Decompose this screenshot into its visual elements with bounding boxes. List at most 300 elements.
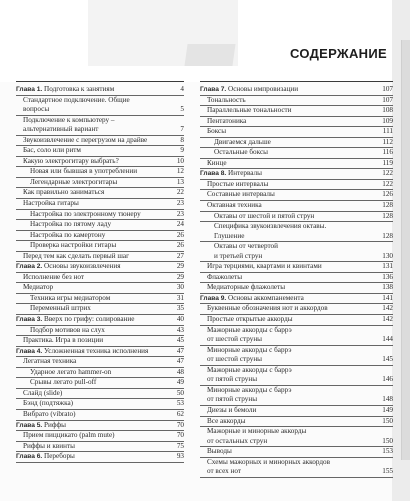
toc-entry-title bbox=[207, 201, 262, 211]
entry-text: Новая или бывшая в употреблении bbox=[30, 167, 138, 176]
toc-entry[interactable] bbox=[200, 315, 393, 326]
toc-entry-title bbox=[16, 315, 134, 325]
toc-entry[interactable] bbox=[16, 431, 184, 442]
toc-entry[interactable] bbox=[200, 326, 393, 336]
toc-entry[interactable] bbox=[200, 447, 393, 458]
toc-entry[interactable] bbox=[200, 201, 393, 212]
entry-text: Глушение bbox=[214, 231, 245, 240]
page-number: 122 bbox=[382, 179, 393, 188]
toc-entry[interactable] bbox=[200, 148, 393, 159]
entry-text: от остальных струн bbox=[207, 436, 268, 445]
page-number: 45 bbox=[176, 336, 184, 345]
entry-text: вопросы bbox=[23, 105, 50, 114]
toc-entry[interactable] bbox=[16, 389, 184, 400]
toc-entry-title bbox=[23, 146, 81, 156]
entry-text: Легатная техника bbox=[23, 357, 77, 366]
toc-entry-title bbox=[23, 283, 53, 293]
page-number: 122 bbox=[382, 169, 393, 178]
toc-entry-title bbox=[207, 96, 246, 106]
entry-text: Тональность bbox=[207, 95, 246, 104]
toc-entry[interactable] bbox=[16, 188, 184, 199]
toc-entry-title bbox=[207, 315, 293, 325]
page-number: 27 bbox=[176, 251, 184, 260]
toc-entry-title bbox=[207, 262, 322, 272]
entry-text: от пятой струны bbox=[207, 375, 258, 384]
chapter-label: Глава 4. bbox=[16, 347, 43, 355]
entry-text: Прием пиццикато (palm mute) bbox=[23, 431, 115, 440]
toc-entry-title bbox=[23, 136, 147, 146]
toc-entry[interactable] bbox=[200, 467, 393, 478]
page-number: 30 bbox=[176, 283, 184, 292]
page-number: 136 bbox=[382, 272, 393, 281]
toc-entry[interactable] bbox=[200, 406, 393, 417]
entry-text: Октавная техника bbox=[207, 201, 262, 210]
entry-text: Слайд (slide) bbox=[23, 388, 63, 397]
page-number: 128 bbox=[382, 231, 393, 240]
toc-entry-title bbox=[23, 252, 129, 262]
toc-entry-title bbox=[207, 304, 328, 314]
toc-entry[interactable] bbox=[16, 452, 184, 463]
entry-text: Кинце bbox=[207, 158, 227, 167]
toc-entry[interactable] bbox=[16, 357, 184, 368]
toc-entry[interactable] bbox=[16, 294, 184, 305]
toc-entry-title bbox=[30, 167, 137, 177]
toc-entry[interactable] bbox=[200, 335, 393, 346]
chapter-label: Глава 7. bbox=[200, 86, 227, 93]
toc-entry-title bbox=[207, 127, 226, 137]
entry-text: Настройка по пятому ладу bbox=[30, 220, 112, 229]
chapter-label: Глава 6. bbox=[16, 453, 43, 461]
toc-entry[interactable] bbox=[200, 417, 393, 428]
toc-entry[interactable] bbox=[200, 437, 393, 448]
toc-entry-title bbox=[23, 116, 115, 126]
entry-text: Параллельные тональности bbox=[207, 106, 292, 115]
toc-entry-title bbox=[207, 106, 292, 116]
page-number: 116 bbox=[382, 148, 393, 157]
toc-entry[interactable] bbox=[16, 220, 184, 231]
chapter-label: Глава 2. bbox=[16, 263, 43, 271]
toc-entry[interactable] bbox=[200, 127, 393, 138]
toc-entry[interactable] bbox=[200, 262, 393, 273]
toc-entry-title bbox=[207, 326, 292, 336]
page-number: 155 bbox=[382, 467, 393, 476]
page-number: 108 bbox=[382, 106, 393, 115]
page-number: 26 bbox=[176, 241, 184, 250]
toc-entry-title bbox=[207, 190, 275, 200]
entry-text: Игра терциями, квартами и квинтами bbox=[207, 262, 322, 271]
page-number: 31 bbox=[176, 293, 184, 302]
toc-entry-title bbox=[207, 366, 292, 376]
toc-entry-title bbox=[207, 346, 291, 356]
page-number: 149 bbox=[382, 405, 393, 414]
entry-text: Остальные боксы bbox=[214, 148, 268, 157]
toc-entry[interactable] bbox=[16, 347, 184, 358]
entry-text: от шестой струны bbox=[207, 335, 263, 344]
toc-entry-title bbox=[23, 357, 76, 367]
entry-text: Вверх по грифу: солирование bbox=[44, 315, 135, 324]
entry-text: Простые интервалы bbox=[207, 179, 269, 188]
toc-entry-title bbox=[30, 178, 117, 188]
toc-entry[interactable] bbox=[16, 315, 184, 326]
entry-text: Все аккорды bbox=[207, 416, 246, 425]
entry-text: Настройка по электронному тюнеру bbox=[30, 209, 141, 218]
page-number: 23 bbox=[176, 199, 184, 208]
entry-text: Минорные аккорды с баррэ bbox=[207, 385, 292, 394]
entry-text: Риффы bbox=[44, 420, 66, 429]
page-number: 47 bbox=[176, 357, 184, 366]
page-number: 26 bbox=[176, 230, 184, 239]
entry-text: Перед тем как сделать первый шаг bbox=[23, 251, 130, 260]
toc-entry-title bbox=[207, 273, 242, 283]
toc-entry-title bbox=[207, 283, 285, 293]
toc-entry[interactable] bbox=[16, 210, 184, 221]
entry-text: Какую электрогитару выбрать? bbox=[23, 156, 119, 165]
column-rule-left bbox=[16, 81, 184, 82]
page-number: 4 bbox=[180, 85, 184, 93]
toc-entry-title bbox=[207, 458, 330, 468]
entry-text: Стандартное подключение. Общие bbox=[23, 95, 130, 104]
toc-entry-title bbox=[207, 467, 241, 477]
entry-text: Схемы мажорных и минорных аккордов bbox=[207, 457, 330, 466]
page-number: 93 bbox=[176, 452, 184, 461]
toc-entry[interactable] bbox=[200, 212, 393, 223]
toc-entry[interactable] bbox=[200, 169, 393, 180]
page-number: 126 bbox=[382, 190, 393, 199]
toc-entry[interactable] bbox=[200, 273, 393, 284]
toc-entry[interactable] bbox=[200, 346, 393, 356]
page-number: 47 bbox=[176, 346, 184, 355]
page-number: 112 bbox=[382, 137, 393, 146]
toc-entry-title bbox=[207, 447, 232, 457]
toc-entry[interactable] bbox=[200, 159, 393, 170]
entry-text: от пятой струны bbox=[207, 395, 258, 404]
entry-text: Подготовка к занятиям bbox=[44, 85, 115, 93]
toc-entry[interactable] bbox=[200, 232, 393, 243]
toc-entry[interactable] bbox=[200, 427, 393, 437]
toc-entry[interactable] bbox=[200, 252, 393, 263]
toc-entry[interactable] bbox=[16, 442, 184, 453]
toc-entry-title bbox=[207, 406, 256, 416]
page-number: 40 bbox=[176, 315, 184, 324]
page-number: 109 bbox=[382, 116, 393, 125]
toc-entry-title bbox=[214, 242, 278, 252]
toc-entry[interactable] bbox=[16, 178, 184, 189]
toc-entry-title bbox=[207, 395, 257, 405]
entry-text: Подбор мотивов на слух bbox=[30, 325, 105, 334]
toc-entry[interactable] bbox=[200, 96, 393, 107]
entry-text: Медиатор bbox=[23, 283, 54, 292]
page-number: 62 bbox=[176, 409, 184, 418]
toc-entry-title bbox=[207, 386, 291, 396]
toc-entry-title bbox=[207, 417, 245, 427]
toc-entry[interactable] bbox=[200, 386, 393, 396]
toc-entry-title bbox=[30, 378, 96, 388]
entry-text: Двигаемся дальше bbox=[214, 137, 271, 146]
entry-text: и третьей струн bbox=[214, 251, 263, 260]
chapter-label: Глава 9. bbox=[200, 294, 227, 302]
entry-text: Диезы и бемоли bbox=[207, 405, 257, 414]
toc-entry[interactable] bbox=[16, 125, 184, 136]
entry-text: Мажорные и минорные аккорды bbox=[207, 427, 307, 436]
toc-entry[interactable] bbox=[16, 399, 184, 410]
page-number: 43 bbox=[176, 325, 184, 334]
toc-entry-title bbox=[16, 262, 121, 272]
page-number: 150 bbox=[382, 416, 393, 425]
page-number: 22 bbox=[176, 188, 184, 197]
entry-text: Мажорные аккорды с баррэ bbox=[207, 365, 292, 374]
entry-text: Бас, соло или ритм bbox=[23, 146, 81, 155]
page-number: 138 bbox=[382, 283, 393, 292]
page-number: 128 bbox=[382, 211, 393, 220]
bleed-through-shadow bbox=[184, 44, 235, 66]
toc-entry-title bbox=[200, 294, 304, 304]
toc-entry[interactable] bbox=[16, 105, 184, 116]
toc-entry[interactable] bbox=[16, 146, 184, 157]
entry-text: от всех нот bbox=[207, 467, 242, 476]
toc-entry-title bbox=[214, 222, 326, 232]
toc-entry[interactable] bbox=[16, 283, 184, 294]
toc-entry[interactable] bbox=[16, 116, 184, 126]
page-number: 146 bbox=[382, 375, 393, 384]
chapter-label: Глава 5. bbox=[16, 421, 43, 429]
toc-entry[interactable] bbox=[16, 336, 184, 347]
toc-entry[interactable] bbox=[200, 106, 393, 117]
page-number: 50 bbox=[176, 388, 184, 397]
entry-text: от шестой струны bbox=[207, 355, 263, 364]
entry-text: Боксы bbox=[207, 127, 227, 136]
entry-text: Исполнение без нот bbox=[23, 272, 84, 281]
toc-entry-title bbox=[30, 210, 141, 220]
page-number: 130 bbox=[382, 251, 393, 260]
entry-text: Основы импровизации bbox=[228, 85, 299, 93]
toc-entry-title bbox=[23, 188, 104, 198]
page-title: СОДЕРЖАНИЕ bbox=[290, 46, 387, 61]
page-number: 150 bbox=[382, 436, 393, 445]
page-number: 131 bbox=[382, 262, 393, 271]
toc-entry[interactable] bbox=[200, 355, 393, 366]
column-rule-right bbox=[200, 81, 393, 82]
entry-text: Срывы легато pull-off bbox=[30, 378, 97, 387]
page-number: 107 bbox=[382, 95, 393, 104]
toc-entry[interactable] bbox=[16, 378, 184, 389]
toc-entry-title bbox=[23, 431, 115, 441]
entry-text: Пентатоника bbox=[207, 116, 247, 125]
entry-text: Звукоизвлечение с перегрузом на драйве bbox=[23, 135, 148, 144]
entry-text: Простые открытые аккорды bbox=[207, 315, 293, 324]
page-number: 9 bbox=[180, 146, 184, 155]
toc-entry-title bbox=[30, 368, 111, 378]
entry-text: альтернативный вариант bbox=[23, 125, 99, 134]
entry-text: Переборы bbox=[44, 452, 75, 461]
chapter-label: Глава 1. bbox=[16, 86, 43, 93]
toc-entry-title bbox=[16, 452, 75, 462]
toc-entry[interactable] bbox=[200, 85, 393, 96]
entry-text: Октавы от шестой и пятой струн bbox=[214, 211, 315, 220]
book-binding bbox=[401, 40, 410, 460]
toc-entry-title bbox=[207, 437, 267, 447]
entry-text: Проверка настройки гитары bbox=[30, 241, 117, 250]
entry-text: Ударное легато hammer-on bbox=[30, 367, 112, 376]
page-number: 5 bbox=[180, 105, 184, 114]
toc-entry-title bbox=[207, 375, 257, 385]
toc-entry[interactable] bbox=[16, 136, 184, 147]
entry-text: Легендарные электрогитары bbox=[30, 177, 118, 186]
entry-text: Медиаторные флажолеты bbox=[207, 283, 286, 292]
page-number: 53 bbox=[176, 399, 184, 408]
toc-entry-title bbox=[214, 148, 268, 158]
toc-entry-title bbox=[30, 326, 105, 336]
entry-text: Составные интервалы bbox=[207, 190, 275, 199]
toc-entry-title bbox=[23, 442, 75, 452]
toc-entry[interactable] bbox=[16, 96, 184, 106]
toc-entry-title bbox=[16, 421, 66, 431]
entry-text: Основы аккомпанемента bbox=[228, 293, 304, 302]
page-number: 111 bbox=[382, 127, 393, 136]
entry-text: Бэнд (подтяжка) bbox=[23, 399, 74, 408]
entry-text: Как правильно заниматься bbox=[23, 188, 105, 197]
toc-right-column bbox=[200, 85, 393, 478]
toc-entry-title bbox=[16, 347, 148, 357]
page-number: 141 bbox=[382, 293, 393, 302]
toc-entry-title bbox=[23, 399, 73, 409]
toc-entry-title bbox=[200, 169, 262, 179]
toc-entry-title bbox=[214, 252, 262, 262]
page-number: 107 bbox=[382, 85, 393, 93]
toc-entry[interactable] bbox=[200, 294, 393, 305]
entry-text: Риффы и квинты bbox=[23, 441, 75, 450]
toc-entry[interactable] bbox=[16, 262, 184, 273]
page-number: 49 bbox=[176, 378, 184, 387]
entry-text: Буквенные обозначения нот и аккордов bbox=[207, 304, 328, 313]
entry-text: Настройка по камертону bbox=[30, 230, 106, 239]
page-number: 24 bbox=[176, 220, 184, 229]
toc-entry[interactable] bbox=[200, 458, 393, 468]
entry-text: Флажолеты bbox=[207, 272, 243, 281]
page-number: 23 bbox=[176, 209, 184, 218]
toc-entry-title bbox=[214, 232, 244, 242]
page-number: 148 bbox=[382, 395, 393, 404]
toc-entry[interactable] bbox=[16, 231, 184, 242]
entry-text: Выводы bbox=[207, 447, 232, 456]
toc-entry[interactable] bbox=[200, 366, 393, 376]
page-number: 7 bbox=[180, 125, 184, 134]
toc-entry-title bbox=[207, 335, 262, 345]
toc-entry-title bbox=[23, 336, 103, 346]
toc-entry-title bbox=[23, 273, 84, 283]
entry-text: Вибрато (vibrato) bbox=[23, 409, 76, 418]
toc-entry-title bbox=[23, 125, 98, 135]
toc-entry-title bbox=[23, 410, 75, 420]
toc-entry-title bbox=[16, 85, 114, 95]
toc-entry[interactable] bbox=[16, 326, 184, 337]
page-number: 119 bbox=[382, 158, 393, 167]
entry-text: Подключение к компьютеру – bbox=[23, 115, 115, 124]
toc-entry[interactable] bbox=[16, 421, 184, 432]
page-number: 70 bbox=[176, 420, 184, 429]
toc-entry[interactable] bbox=[200, 180, 393, 191]
toc-entry-title bbox=[200, 85, 298, 95]
toc-entry[interactable] bbox=[200, 222, 393, 232]
chapter-label: Глава 3. bbox=[16, 316, 43, 324]
toc-entry-title bbox=[214, 138, 271, 148]
page-number: 35 bbox=[176, 304, 184, 313]
page-number: 75 bbox=[176, 441, 184, 450]
toc-entry-title bbox=[207, 180, 268, 190]
toc-entry-title bbox=[30, 241, 116, 251]
toc-entry[interactable] bbox=[16, 252, 184, 263]
toc-entry-title bbox=[30, 294, 110, 304]
page-number: 128 bbox=[382, 201, 393, 210]
page-number: 153 bbox=[382, 447, 393, 456]
toc-entry[interactable] bbox=[16, 410, 184, 421]
page-number: 142 bbox=[382, 304, 393, 313]
toc-entry-title bbox=[23, 105, 49, 115]
toc-entry[interactable] bbox=[200, 304, 393, 315]
toc-entry-title bbox=[30, 231, 105, 241]
toc-entry-title bbox=[207, 117, 246, 127]
toc-entry[interactable] bbox=[16, 157, 184, 168]
entry-text: Переменный штрих bbox=[30, 304, 91, 313]
toc-entry[interactable] bbox=[16, 368, 184, 379]
toc-entry-title bbox=[30, 220, 111, 230]
toc-entry-title bbox=[207, 159, 227, 169]
page-number: 145 bbox=[382, 355, 393, 364]
toc-entry[interactable] bbox=[16, 85, 184, 96]
entry-text: Техника игры медиатором bbox=[30, 293, 111, 302]
entry-text: Практика. Игра в позиции bbox=[23, 336, 104, 345]
entry-text: Октавы от четвертой bbox=[214, 242, 278, 251]
page-number: 8 bbox=[180, 135, 184, 144]
page-number: 29 bbox=[176, 272, 184, 281]
page-number: 144 bbox=[382, 335, 393, 344]
toc-entry[interactable] bbox=[16, 199, 184, 210]
toc-entry-title bbox=[207, 427, 306, 437]
page-number: 10 bbox=[176, 156, 184, 165]
entry-text: Специфика звукоизвлечения октавы. bbox=[214, 222, 327, 231]
toc-entry[interactable] bbox=[200, 283, 393, 294]
entry-text: Мажорные аккорды с баррэ bbox=[207, 325, 292, 334]
toc-entry[interactable] bbox=[16, 167, 184, 178]
toc-entry[interactable] bbox=[16, 304, 184, 315]
page-number: 48 bbox=[176, 367, 184, 376]
toc-entry[interactable] bbox=[200, 375, 393, 386]
page-number: 12 bbox=[176, 167, 184, 176]
toc-entry[interactable] bbox=[200, 395, 393, 406]
toc-entry[interactable] bbox=[200, 190, 393, 201]
page-number: 70 bbox=[176, 431, 184, 440]
page-number: 13 bbox=[176, 177, 184, 186]
toc-entry[interactable] bbox=[16, 241, 184, 252]
toc-entry[interactable] bbox=[200, 117, 393, 128]
toc-entry-title bbox=[30, 304, 91, 314]
entry-text: Усложненная техника исполнения bbox=[44, 346, 149, 355]
toc-entry-title bbox=[207, 355, 262, 365]
toc-entry[interactable] bbox=[200, 138, 393, 149]
toc-entry-title bbox=[23, 199, 79, 209]
chapter-label: Глава 8. bbox=[200, 170, 227, 178]
entry-text: Интервалы bbox=[228, 169, 262, 178]
entry-text: Минорные аккорды с баррэ bbox=[207, 345, 292, 354]
entry-text: Настройка гитары bbox=[23, 199, 79, 208]
toc-entry-title bbox=[23, 389, 62, 399]
toc-left-column bbox=[16, 85, 184, 463]
toc-entry[interactable] bbox=[16, 273, 184, 284]
page-number: 29 bbox=[176, 262, 184, 271]
entry-text: Основы звукоизвлечения bbox=[44, 262, 121, 271]
toc-entry-title bbox=[23, 96, 130, 106]
toc-entry[interactable] bbox=[200, 242, 393, 252]
toc-entry-title bbox=[23, 157, 119, 167]
